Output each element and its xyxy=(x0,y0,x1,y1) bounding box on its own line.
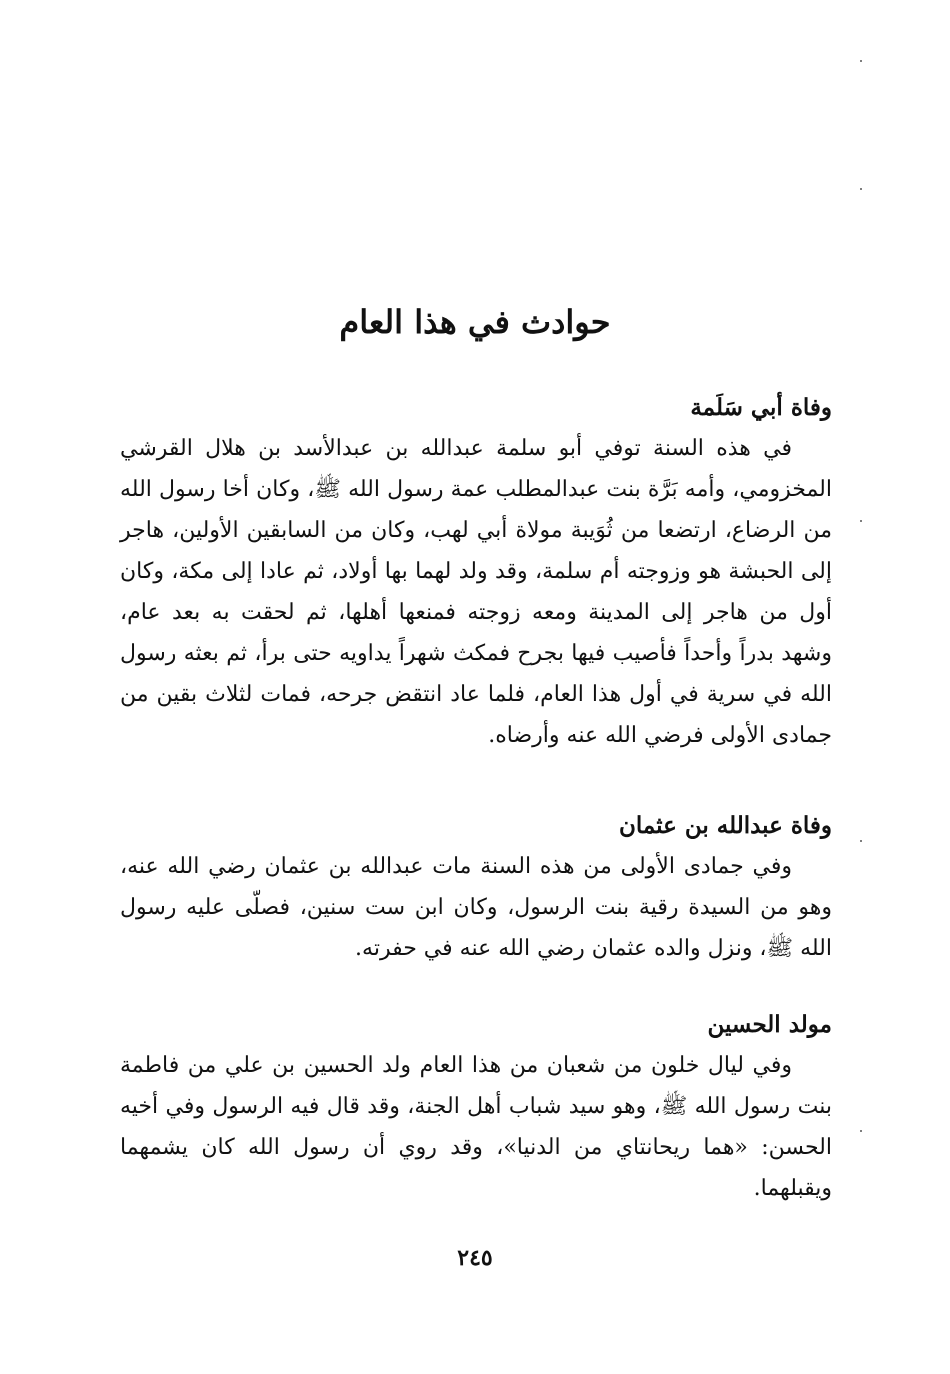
scan-speck xyxy=(860,1130,862,1132)
scan-speck xyxy=(860,188,862,190)
scan-speck xyxy=(860,840,862,842)
section-heading: وفاة عبدالله بن عثمان xyxy=(618,812,832,839)
scan-margin-specks xyxy=(860,0,862,1374)
section-death-of-abdullah-bin-uthman xyxy=(120,806,832,969)
page-number: ٢٤٥ xyxy=(457,1245,493,1271)
section-death-of-abu-salama xyxy=(120,388,832,756)
scan-speck xyxy=(860,520,862,522)
section-body: وفي ليال خلون من شعبان من هذا العام ولد الحسين بن علي من فاطمة بنت رسول الله ﷺ، وهو سيد شباب أهل الجنة، وقد قال فيه الرسول وفي أخيه الحسن: «هما ريحانتاي من الدنيا»، وقد روي أن رسول الله كان يشمهما ويقبلهما. xyxy=(120,1053,832,1201)
section-heading: مولد الحسين xyxy=(707,1011,832,1038)
page-title: حوادث في هذا العام xyxy=(339,303,611,341)
section-heading: وفاة أبي سَلَمة xyxy=(690,394,832,421)
section-birth-of-al-husayn xyxy=(120,1005,832,1209)
section-body: في هذه السنة توفي أبو سلمة عبدالله بن عبدالأسد بن هلال القرشي المخزومي، وأمه بَرَّة بنت عبدالمطلب عمة رسول الله ﷺ، وكان أخا رسول الله من الرضاع، ارتضعا من ثُوَيبة مولاة أبي لهب، وكان من السابقين الأولين، هاجر إلى الحبشة هو وزوجته أم سلمة، وقد ولد لهما بها أولاد، ثم عادا إلى مكة، وكان أول من هاجر إلى المدينة ومعه زوجته فمنعها أهلها، ثم لحقت به بعد عام، وشهد بدراً وأحداً فأصيب فيها بجرح فمكث شهراً يداويه حتى برأ، ثم بعثه رسول الله في سرية في أول هذا العام، فلما عاد انتقض جرحه، فمات لثلاث بقين من جمادى الأولى فرضي الله عنه وأرضاه. xyxy=(120,436,832,748)
section-body: وفي جمادى الأولى من هذه السنة مات عبدالله بن عثمان رضي الله عنه، وهو من السيدة رقية بنت الرسول، وكان ابن ست سنين، فصلّى عليه رسول الله ﷺ، ونزل والده عثمان رضي الله عنه في حفرته. xyxy=(120,854,832,961)
scan-speck xyxy=(860,60,862,62)
